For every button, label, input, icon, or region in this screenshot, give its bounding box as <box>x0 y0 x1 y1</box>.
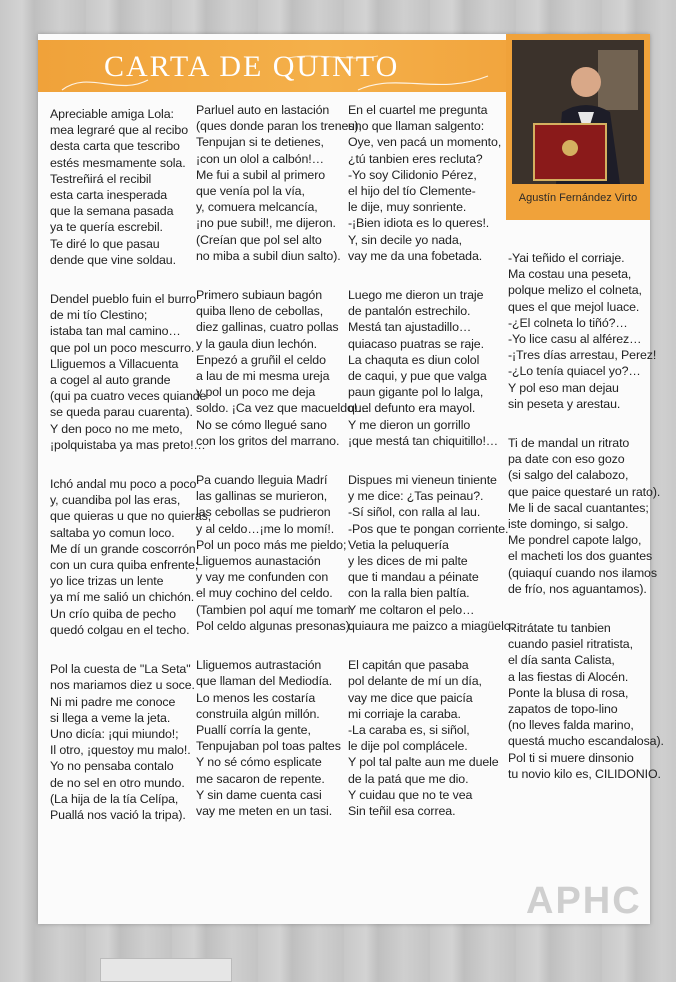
photo-caption: Agustín Fernández Virto <box>518 192 638 204</box>
stanza: Pa cuando lleguia Madrí las gallinas se murieron, las cebollas se pudrieron y al celdo…¡me lo momí!. Pol un poco más me pieldo; Lliguemos aunastación y vay me confunden con el muy cochino del celdo. (Tambien pol aquí me toman Pol celdo algunas presonas). <box>196 473 354 633</box>
author-photo <box>512 40 644 184</box>
stanza: Pol la cuesta de "La Seta" nos mariamos diez u soce. Ni mi padre me conoce si llega a veme la jeta. Uno dicía: ¡qui miundo!; Il otro, ¡questoy mu malo!. Yo no pensaba contalo de no sel en otro mundo. (La hija de la tía Celípa, Puallá nos vació la tripa). <box>50 662 195 822</box>
stanza: En el cuartel me pregunta uno que llaman salgento: Oye, ven pacá un momento, ¿tú tanbien eres recluta? -Yo soy Cilidonio Pérez, el hijo del tío Clemente- le dije, muy sonriente. -¡Bien idiota es lo queres!. Y, sin decile yo nada, vay me da una fobetada. <box>348 103 502 263</box>
author-photo-frame <box>506 34 650 220</box>
page-title: CARTA DE QUINTO <box>104 50 400 83</box>
stanza: Parluel auto en lastación (ques donde paran los trenes), Tenpujan si te detienes, ¡con un olol a calbón!… Me fui a subil al primero que venía pol la vía, y, comuera melcancía, ¡no pue subil!, me dijeron. (Creían que pol sel alto no miba a subil diun salto). <box>196 103 362 263</box>
poem-column-3 <box>348 102 514 842</box>
stanza: Lliguemos autrastación que llaman del Mediodía. Lo menos les costaría construila algún millón. Puallí corría la gente, Tenpujaban pol toas paltes Y no sé cómo esplicate me sacaron de repente. Y sin dame cuenta casi vay me meten en un tasi. <box>196 658 341 818</box>
author-portrait-image <box>512 40 644 184</box>
stanza: Ichó andal mu poco a poco y, cuandiba pol las eras, que quieras u que no quieras, saltaba yo comun loco. Me dí un grande coscorrón con un cura quiba enfrente; yo lice trizas un lente ya mí me salió un chichón. Un crío quiba de pecho quedó colgau en el techo. <box>50 477 212 637</box>
stanza: Primero subiaun bagón quiba lleno de cebollas, diez gallinas, cuatro pollas y la gaula diun lechón. Enpezó a gruñil el celdo a lau de mi mesma ureja y pol un poco me deja soldo. ¡Ca vez que macueldo!… No se cómo llegué sano con los gritos del marrano. <box>196 288 370 448</box>
poem-column-4 <box>508 250 664 805</box>
aphc-watermark-logo: APHC <box>526 880 642 922</box>
stanza: Dispues mi vieneun tiniente y me dice: ¿Tas peinau?. -Sí siñol, con ralla al lau. -Pos que te pongan corriente. Vetia la peluquería y les dices de mi palte que ti mandau a péinate con la ralla bien paltía. Y me coltaron el pelo… quiaura me paizco a miagüelo. <box>348 473 514 633</box>
stanza: Ritrátate tu tanbien cuando pasiel ritratista, el día santa Calista, a las fiestas di Alocén. Ponte la blusa di rosa, zapatos de topo-lino (no lleves falda marino, questá mucho escandalosa). Pol ti si muere dinsonio tu novio kilo es, CILIDONIO. <box>508 621 664 781</box>
stanza: Apreciable amiga Lola: mea legraré que al recibo desta carta que tescribo estés mesmamente sola. Testreñirá el recibil esta carta inesperada que la semana pasada ya te quería escrebil. Te diré lo que pasau dende que vine soldau. <box>50 107 189 267</box>
stanza: El capitán que pasaba pol delante de mí un día, vay me dice que paicía mi corriaje la caraba. -La caraba es, si siñol, le dije pol complácele. Y pol tal palte aun me duele de la patá que me dio. Y cuidau que no te vea Sin teñil esa correa. <box>348 658 499 818</box>
magazine-page <box>38 34 664 924</box>
stanza: Ti de mandal un ritrato pa date con eso gozo (si salgo del calabozo, que paice questaré un rato). Me li de sacal cuantantes; iste domingo, si salgo. Me pondrel capote lalgo, el macheti los dos guantes (quiaquí cuando nos ilamos de frío, nos aguantamos). <box>508 436 661 596</box>
title-banner <box>38 40 508 92</box>
poem-column-2 <box>196 102 369 842</box>
stanza: -Yai teñido el corriaje. Ma costau una peseta, polque melizo el colneta, ques el que mejol luace. -¿El colneta lo tiñó?… -Yo lice casu al alférez… -¡Tres días arrestau, Perez! -¿Lo tenía quiacel yo?… Y pol eso man dejau sin peseta y arestau. <box>508 251 657 411</box>
page-bottom-tab <box>100 958 232 982</box>
stanza: Dendel pueblo fuin el burro de mi tío Clestino; istaba tan mal camino… que pol un poco mescurro. Lliguemos a Villacuenta a cogel al auto grande (qui pa cuatro veces quiande se queda parau cuarenta). Y den poco no me meto, ¡polquistaba ya mas preto!… <box>50 292 207 452</box>
poem-column-1 <box>50 106 211 846</box>
stanza: Luego me dieron un traje de pantalón estrechilo. Mestá tan ajustadillo… quiacaso puatras se raje. La chaquta es diun colol de caqui, y pue que valga paun gigante pol lo lalga, quel defunto era mayol. Y me dieron un gorrillo ¡que mestá tan chiquitillo!… <box>348 288 499 448</box>
